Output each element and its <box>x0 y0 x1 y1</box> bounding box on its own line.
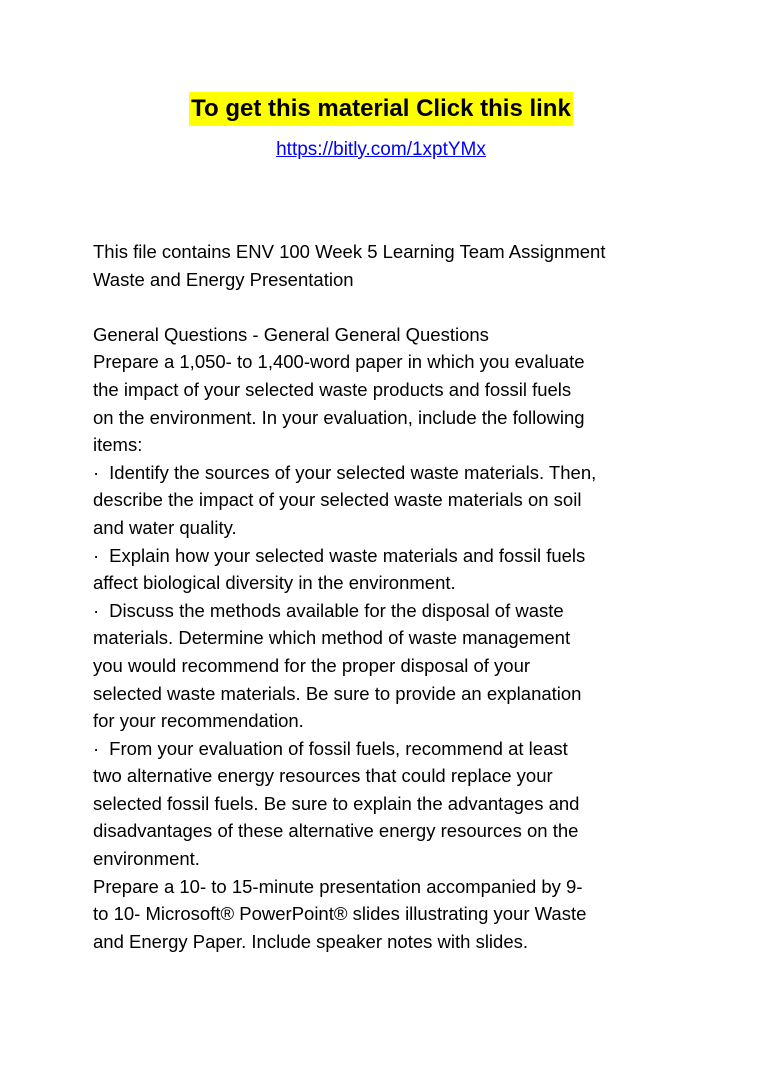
bullet-text: Identify the sources of your selected waste materials. Then, <box>109 461 597 483</box>
section-heading: General Questions - General General Questions <box>93 323 489 345</box>
header-block <box>0 92 768 163</box>
bullet-item-line: two alternative energy resources that could replace your <box>93 765 553 787</box>
bullet-dot-icon: · <box>93 599 100 621</box>
bullet-item-line <box>93 597 693 625</box>
bullet-item-line: materials. Determine which method of waste management <box>93 627 571 649</box>
bullet-dot-icon: · <box>93 461 100 483</box>
paragraph-line: and Energy Paper. Include speaker notes with slides. <box>93 930 529 952</box>
paragraph-spacer <box>93 293 693 321</box>
bullet-item-line: selected waste materials. Be sure to provide an explanation <box>93 682 582 704</box>
bullet-dot-icon: · <box>93 737 100 759</box>
bullet-item-line: environment. <box>93 848 200 870</box>
cta-highlighted-title: To get this material Click this link <box>189 92 573 126</box>
bullet-item-line <box>93 735 693 763</box>
bullet-item-line <box>93 459 693 487</box>
bullet-item-line <box>93 542 693 570</box>
paragraph-line: to 10- Microsoft® PowerPoint® slides illustrating your Waste <box>93 903 587 925</box>
bullet-item-line: describe the impact of your selected waste materials on soil <box>93 489 582 511</box>
paragraph-line: the impact of your selected waste products and fossil fuels <box>93 378 572 400</box>
intro-line: This file contains ENV 100 Week 5 Learning Team Assignment <box>93 241 606 262</box>
bullet-text: Discuss the methods available for the disposal of waste <box>109 599 564 621</box>
paragraph-line: Prepare a 1,050- to 1,400-word paper in which you evaluate <box>93 351 585 373</box>
document-body <box>93 238 693 955</box>
bullet-text: From your evaluation of fossil fuels, recommend at least <box>109 737 568 759</box>
link-row <box>0 137 768 163</box>
bullet-item-line: disadvantages of these alternative energy resources on the <box>93 820 579 842</box>
bullet-item-line: affect biological diversity in the environment. <box>93 572 456 594</box>
bullet-dot-icon: · <box>93 544 100 566</box>
bullet-item-line: you would recommend for the proper disposal of your <box>93 654 531 676</box>
intro-line: Waste and Energy Presentation <box>93 268 354 290</box>
material-link[interactable]: https://bitly.com/1xptYMx <box>276 139 486 160</box>
paragraph-line: on the environment. In your evaluation, include the following <box>93 406 585 428</box>
paragraph-line: Prepare a 10- to 15-minute presentation accompanied by 9- <box>93 875 583 897</box>
paragraph-line: items: <box>93 434 143 456</box>
bullet-item-line: and water quality. <box>93 516 237 538</box>
bullet-item-line: for your recommendation. <box>93 710 304 732</box>
bullet-text: Explain how your selected waste materials and fossil fuels <box>109 544 586 566</box>
bullet-item-line: selected fossil fuels. Be sure to explain the advantages and <box>93 792 580 814</box>
